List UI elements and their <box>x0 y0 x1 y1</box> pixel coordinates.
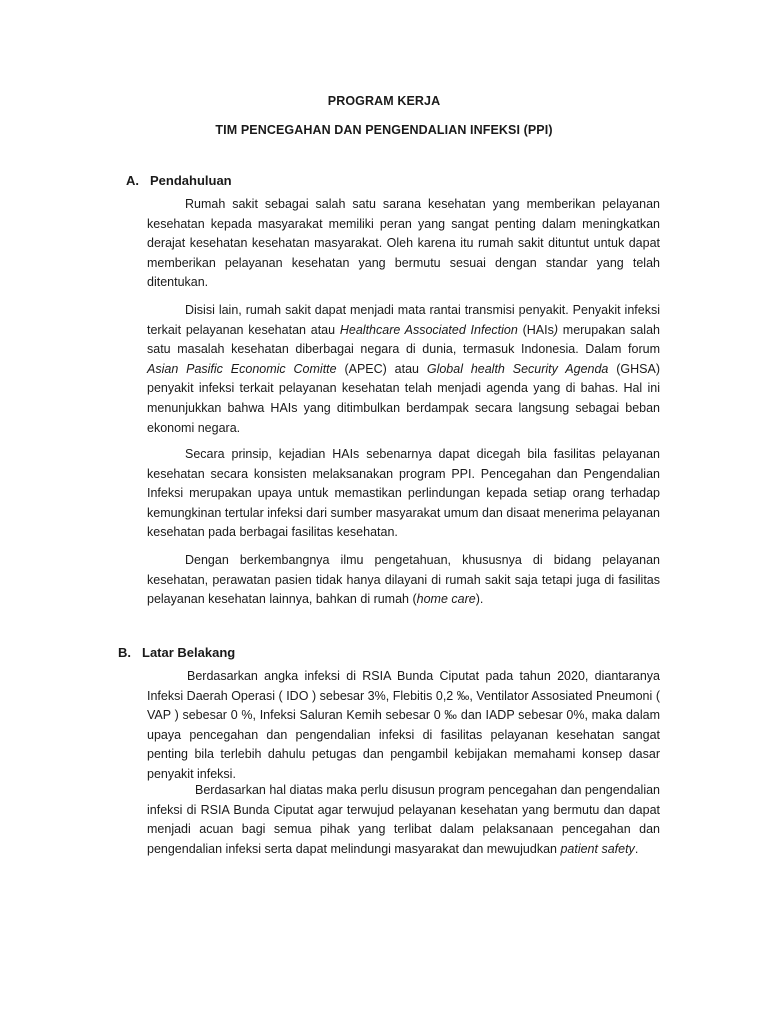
section-a-heading <box>126 173 232 188</box>
section-a-paragraph-1: Rumah sakit sebagai salah satu sarana kesehatan yang memberikan pelayanan kesehatan kepada masyarakat memiliki peran yang sangat penting dalam meningkatkan derajat kesehatan kesehatan masyarakat. Oleh karena itu rumah sakit dituntut untuk dapat memberikan pelayanan kesehatan yang bermutu sesuai dengan standar yang telah ditentukan. <box>147 197 660 290</box>
section-b-title: Latar Belakang <box>142 645 236 660</box>
section-b-paragraph-1: Berdasarkan angka infeksi di RSIA Bunda Ciputat pada tahun 2020, diantaranya Infeksi Daerah Operasi ( IDO ) sebesar 3%, Flebitis 0,2 ‰, Ventilator Assosiated Pneumoni ( VAP ) sebesar 0 %, Infeksi Saluran Kemih sebesar 0 ‰ dan IADP sebesar 0%, maka dalam upaya pencegahan dan pengendalian infeksi di fasilitas pelayanan kesehatan sangat penting bila terlebih dahulu petugas dan pengambil kebijakan memahami konsep dasar penyakit infeksi. <box>147 669 660 781</box>
document-subtitle: TIM PENCEGAHAN DAN PENGENDALIAN INFEKSI (PPI) <box>215 123 553 137</box>
paragraph-text: Disisi lain, rumah sakit dapat menjadi mata rantai transmisi penyakit. Penyakit infeksi terkait pelayanan kesehatan atau <box>147 303 660 337</box>
paragraph-italic: home care <box>416 592 476 607</box>
section-b-paragraph-2 <box>147 781 660 859</box>
section-a-paragraph-3: Secara prinsip, kejadian HAIs sebenarnya dapat dicegah bila fasilitas pelayanan kesehatan secara konsisten melaksanakan program PPI. Pencegahan dan Pengendalian Infeksi merupakan upaya untuk memastikan perlindungan kepada setiap orang terhadap kemungkinan tertular infeksi dari sumber masyarakat umum dan disaat menerima pelayanan kesehatan pada berbagai fasilitas kesehatan. <box>147 447 660 540</box>
section-b-number: B. <box>118 645 131 660</box>
section-a-paragraph-2 <box>147 301 660 438</box>
paragraph-italic: Global health Security Agenda <box>426 361 609 376</box>
paragraph-text: (APEC) atau <box>336 361 427 376</box>
paragraph-text: Dengan berkembangnya ilmu pengetahuan, khususnya di bidang pelayanan kesehatan, perawatan pasien tidak hanya dilayani di rumah sakit saja tetapi juga di fasilitas pelayanan kesehatan lainnya, bahkan di rumah ( <box>147 553 660 607</box>
section-a-paragraph-4 <box>147 551 660 610</box>
paragraph-text: . <box>634 841 639 856</box>
paragraph-italic: patient safety <box>560 841 635 856</box>
paragraph-text: merupakan salah satu masalah kesehatan diberbagai negara di dunia, termasuk Indonesia. Dalam forum <box>147 322 660 357</box>
paragraph-text: ). <box>475 592 484 607</box>
section-a-number: A. <box>126 173 139 188</box>
paragraph-text: (HAIs <box>517 322 554 337</box>
document-title: PROGRAM KERJA <box>327 94 441 108</box>
paragraph-italic: Healthcare Associated Infection <box>339 322 518 337</box>
paragraph-italic: ) <box>553 322 558 337</box>
paragraph-italic: Asian Pasific Economic Comitte <box>147 361 337 376</box>
paragraph-text: Berdasarkan hal diatas maka perlu disusun program pencegahan dan pengendalian infeksi di RSIA Bunda Ciputat agar terwujud pelayanan kesehatan yang bermutu dan dapat menjadi acuan bagi semua pihak yang terlibat dalam pelaksanaan pencegahan dan pengendalian infeksi serta dapat melindungi masyarakat dan mewujudkan <box>147 783 660 856</box>
section-a-title: Pendahuluan <box>150 173 232 188</box>
paragraph-text: (GHSA) penyakit infeksi terkait pelayanan kesehatan telah menjadi agenda yang di bahas. Hal ini menunjukkan bahwa HAIs yang ditimbulkan berdampak secara langsung sebagai beban ekonomi negara. <box>147 361 660 435</box>
section-b-heading <box>118 645 235 660</box>
